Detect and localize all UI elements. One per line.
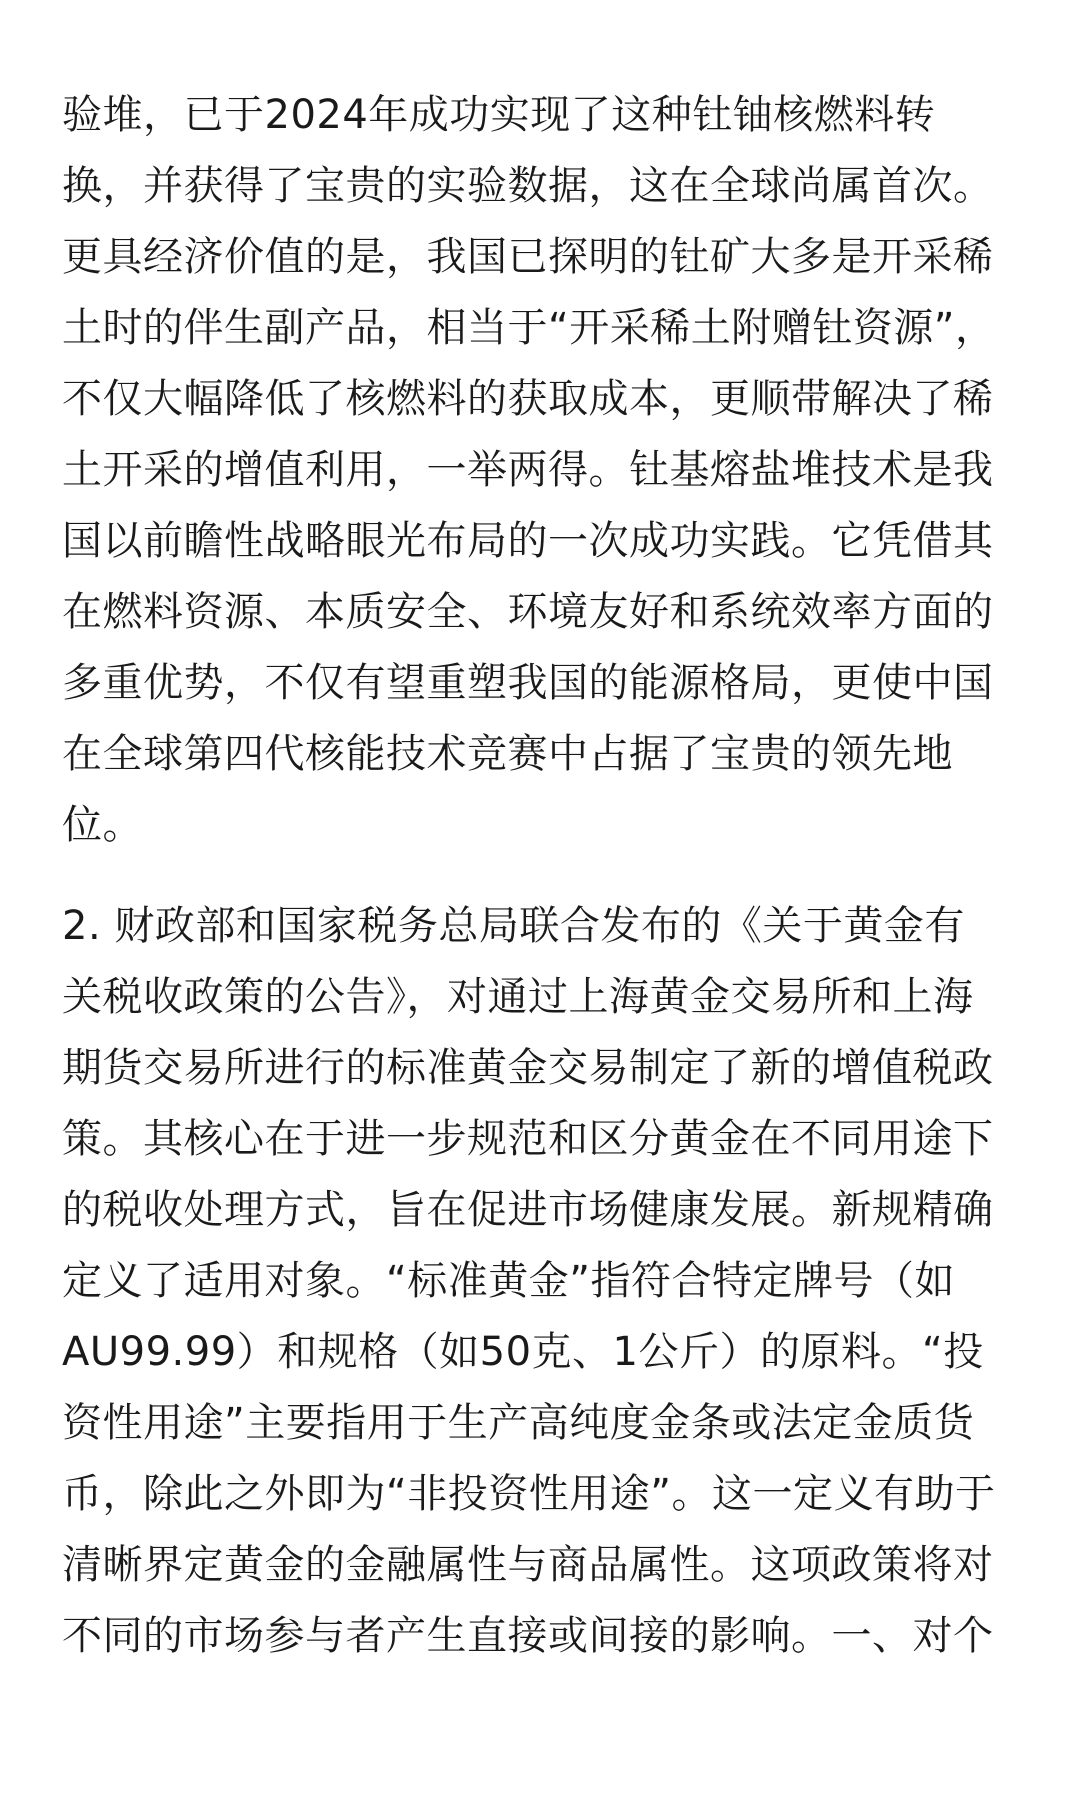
text-line: 换，并获得了宝贵的实验数据，这在全球尚属首次。 (62, 163, 994, 209)
text-line: 期货交易所进行的标准黄金交易制定了新的增值税政 (62, 1045, 994, 1091)
text-line: 在全球第四代核能技术竞赛中占据了宝贵的领先地 (62, 731, 953, 777)
text-line: 土时的伴生副产品，相当于“开采稀土附赠钍资源”， (62, 305, 996, 351)
paragraph-thorium-reactor (62, 80, 1022, 861)
text-line: 更具经济价值的是，我国已探明的钍矿大多是开采稀 (62, 234, 994, 280)
paragraph-gold-tax-policy (62, 891, 1022, 1672)
text-line: 2. 财政部和国家税务总局联合发布的《关于黄金有 (62, 903, 965, 949)
text-line: 验堆，已于2024年成功实现了这种钍铀核燃料转 (62, 92, 936, 138)
paragraph-spacer (62, 861, 1022, 891)
text-line: 币，除此之外即为“非投资性用途”。这一定义有助于 (62, 1471, 996, 1517)
text-line: 在燃料资源、本质安全、环境友好和系统效率方面的 (62, 589, 994, 635)
text-line: AU99.99）和规格（如50克、1公斤）的原料。“投 (62, 1329, 984, 1375)
text-line: 位。 (62, 802, 143, 848)
text-line: 策。其核心在于进一步规范和区分黄金在不同用途下 (62, 1116, 994, 1162)
text-line: 定义了适用对象。“标准黄金”指符合特定牌号（如 (62, 1258, 955, 1304)
text-line: 的税收处理方式，旨在促进市场健康发展。新规精确 (62, 1187, 994, 1233)
text-line: 国以前瞻性战略眼光布局的一次成功实践。它凭借其 (62, 518, 994, 564)
text-line: 多重优势，不仅有望重塑我国的能源格局，更使中国 (62, 660, 994, 706)
text-line: 土开采的增值利用，一举两得。钍基熔盐堆技术是我 (62, 447, 994, 493)
article-body (62, 80, 1022, 1672)
text-line: 关税收政策的公告》，对通过上海黄金交易所和上海 (62, 974, 974, 1020)
text-line: 清晰界定黄金的金融属性与商品属性。这项政策将对 (62, 1542, 994, 1588)
text-line: 资性用途”主要指用于生产高纯度金条或法定金质货 (62, 1400, 975, 1446)
text-line: 不同的市场参与者产生直接或间接的影响。一、对个 (62, 1613, 994, 1659)
text-line: 不仅大幅降低了核燃料的获取成本，更顺带解决了稀 (62, 376, 994, 422)
